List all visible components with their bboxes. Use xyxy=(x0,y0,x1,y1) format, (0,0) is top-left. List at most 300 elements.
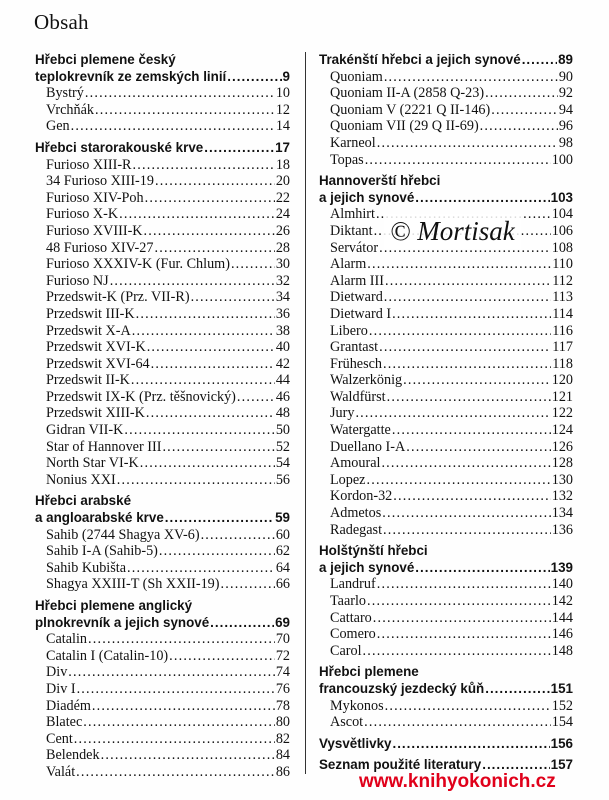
section-heading-text: a angloarabské krve xyxy=(35,510,164,526)
dot-leader xyxy=(377,576,551,593)
toc-entry xyxy=(35,698,290,715)
entry-title: Lopez xyxy=(330,471,366,488)
entry-title: Kordon-32 xyxy=(330,488,393,505)
section-page-number: 69 xyxy=(275,614,290,630)
dot-leader xyxy=(373,610,551,627)
dot-leader xyxy=(367,593,551,610)
toc-entry xyxy=(319,522,573,539)
entry-title: Gen xyxy=(46,118,70,135)
toc-entry xyxy=(319,439,573,456)
dot-leader xyxy=(384,289,551,306)
entry-page-number: 62 xyxy=(275,543,290,560)
toc-right-column xyxy=(319,52,573,774)
dot-leader xyxy=(385,273,551,290)
section-heading-text: a jejich synové xyxy=(319,559,415,575)
toc-entry xyxy=(35,339,290,356)
dot-leader xyxy=(383,522,551,539)
entry-page-number: 44 xyxy=(275,372,290,389)
toc-entry xyxy=(319,372,573,389)
dot-leader xyxy=(146,405,275,422)
dot-leader xyxy=(117,472,275,489)
toc-entry xyxy=(35,389,290,406)
entry-title: Frühesch xyxy=(330,355,383,372)
dot-leader xyxy=(110,273,275,290)
toc-entry xyxy=(35,273,290,290)
dot-leader xyxy=(169,648,275,665)
section-heading-text: Hannoverští hřebci xyxy=(319,173,441,189)
entry-page-number: 121 xyxy=(551,388,573,405)
entry-page-number: 72 xyxy=(275,647,290,664)
toc-entry xyxy=(35,306,290,323)
entry-page-number: 92 xyxy=(558,85,573,102)
section-heading xyxy=(319,664,573,697)
dot-leader xyxy=(381,455,550,472)
section-page-number: 89 xyxy=(558,52,573,67)
section-heading-line xyxy=(319,173,573,190)
toc-entry xyxy=(35,560,290,577)
section-page-number: 59 xyxy=(275,510,290,526)
toc-entry xyxy=(35,648,290,665)
entry-page-number: 144 xyxy=(551,609,573,626)
section-heading-line xyxy=(319,736,573,753)
toc-entry xyxy=(319,643,573,660)
entry-title: 34 Furioso XIII-19 xyxy=(46,173,154,190)
dot-leader xyxy=(136,306,275,323)
dot-leader xyxy=(204,140,274,157)
toc-entry xyxy=(35,747,290,764)
dot-leader xyxy=(364,714,551,731)
toc-entry xyxy=(319,488,573,505)
entry-page-number: 86 xyxy=(275,763,290,780)
entry-title: Duellano I-A xyxy=(330,438,406,455)
entry-page-number: 96 xyxy=(558,118,573,135)
dot-leader xyxy=(92,698,275,715)
dot-leader xyxy=(366,472,550,489)
entry-title: Comero xyxy=(330,626,376,643)
section-heading-line xyxy=(319,664,573,681)
entry-title: Watergatte xyxy=(330,422,391,439)
toc-entry xyxy=(35,422,290,439)
entry-title: Furioso XXXIV-K (Fur. Chlum) xyxy=(46,256,230,273)
dot-leader xyxy=(162,439,274,456)
dot-leader xyxy=(227,69,281,86)
toc-entry xyxy=(319,306,573,323)
dot-leader xyxy=(392,306,551,323)
toc-entry xyxy=(35,157,290,174)
toc-entry xyxy=(319,455,573,472)
toc-entry xyxy=(319,152,573,169)
toc-entry xyxy=(319,356,573,373)
entry-title: Diktant xyxy=(330,222,373,239)
entry-page-number: 74 xyxy=(275,664,290,681)
entry-title: Blatec xyxy=(46,714,83,731)
entry-title: Furioso XIII-R xyxy=(46,156,132,173)
entry-title: Przedswit-K (Prz. VII-R) xyxy=(46,289,190,306)
toc-entry xyxy=(35,764,290,781)
dot-leader xyxy=(365,152,551,169)
entry-page-number: 28 xyxy=(275,239,290,256)
entry-page-number: 142 xyxy=(551,593,573,609)
entry-page-number: 90 xyxy=(558,68,573,85)
dot-leader xyxy=(393,488,550,505)
entry-page-number: 26 xyxy=(275,222,290,239)
dot-leader xyxy=(165,510,274,527)
section-heading xyxy=(319,736,573,753)
entry-title: Sahib I-A (Sahib-5) xyxy=(46,543,158,560)
entry-page-number: 98 xyxy=(558,134,573,151)
dot-leader xyxy=(480,118,558,135)
entry-title: Jury xyxy=(330,405,355,422)
entry-page-number: 130 xyxy=(551,471,573,488)
entry-page-number: 120 xyxy=(551,372,573,389)
dot-leader xyxy=(415,560,549,577)
entry-page-number: 104 xyxy=(551,206,573,223)
dot-leader xyxy=(383,356,551,373)
entry-page-number: 54 xyxy=(275,455,290,472)
section-heading-line xyxy=(35,52,290,69)
entry-title: Nonius XXI xyxy=(46,471,116,488)
toc-entry xyxy=(35,102,290,119)
entry-title: Libero xyxy=(330,322,368,339)
dot-leader xyxy=(101,747,275,764)
toc-entry xyxy=(35,664,290,681)
entry-title: Radegast xyxy=(330,521,383,538)
dot-leader xyxy=(77,681,275,698)
dot-leader xyxy=(491,102,558,119)
entry-title: Przedswit X-A xyxy=(46,322,131,339)
toc-section xyxy=(319,52,573,168)
toc-entry xyxy=(35,173,290,190)
toc-entry xyxy=(319,389,573,406)
entry-title: Diadém xyxy=(46,697,91,714)
entry-title: North Star VI-K xyxy=(46,455,139,472)
dot-leader xyxy=(88,631,275,648)
section-page-number: 17 xyxy=(275,139,290,155)
dot-leader xyxy=(377,626,551,643)
toc-entry xyxy=(35,576,290,593)
section-heading-text: teplokrevník ze zemských linií xyxy=(35,68,227,84)
dot-leader xyxy=(95,102,275,119)
toc-entry xyxy=(319,610,573,627)
entry-title: Gidran VII-K xyxy=(46,422,124,439)
toc-entry xyxy=(35,223,290,240)
section-page-number: 151 xyxy=(550,680,573,696)
toc-entry xyxy=(35,455,290,472)
entry-page-number: 66 xyxy=(275,576,290,593)
entry-title: Alarm xyxy=(330,256,367,273)
section-heading-line xyxy=(35,140,290,157)
entry-page-number: 42 xyxy=(275,355,290,372)
toc-entry xyxy=(319,339,573,356)
toc-entry xyxy=(35,714,290,731)
entry-title: Walzerkönig xyxy=(330,372,403,389)
section-heading-line xyxy=(35,69,290,86)
entry-title: Amoural xyxy=(330,455,381,472)
section-heading-line xyxy=(319,681,573,698)
entry-page-number: 148 xyxy=(551,642,573,659)
dot-leader xyxy=(485,85,558,102)
toc-entry xyxy=(35,85,290,102)
toc-entry xyxy=(319,698,573,715)
entry-title: Dietward xyxy=(330,289,383,306)
entry-title: Star of Hannover III xyxy=(46,438,162,455)
entry-page-number: 10 xyxy=(275,85,290,102)
entry-title: Sahib Kubišta xyxy=(46,559,126,576)
entry-title: Belendek xyxy=(46,747,100,764)
toc-entry xyxy=(319,69,573,86)
entry-title: 48 Furioso XIV-27 xyxy=(46,239,154,256)
dot-leader xyxy=(384,69,558,86)
entry-title: Furioso XVIII-K xyxy=(46,222,143,239)
toc-entry xyxy=(35,631,290,648)
toc-entry xyxy=(319,593,573,610)
entry-page-number: 108 xyxy=(551,239,573,256)
toc-entry xyxy=(319,102,573,119)
entry-page-number: 126 xyxy=(551,438,573,455)
toc-entry xyxy=(35,439,290,456)
entry-title: Div xyxy=(46,664,68,681)
toc-entry xyxy=(35,323,290,340)
section-heading-text: Hřebci plemene xyxy=(319,664,419,680)
dot-leader xyxy=(154,240,274,257)
toc-entry xyxy=(35,543,290,560)
entry-page-number: 22 xyxy=(275,189,290,206)
dot-leader xyxy=(155,173,275,190)
entry-page-number: 48 xyxy=(275,405,290,422)
toc-entry xyxy=(319,85,573,102)
entry-title: Grantast xyxy=(330,339,379,356)
entry-title: Furioso X-K xyxy=(46,206,119,223)
section-page-number: 157 xyxy=(550,757,573,773)
section-heading-line xyxy=(319,190,573,207)
column-divider xyxy=(305,52,306,774)
entry-title: Furioso NJ xyxy=(46,272,109,289)
entry-title: Przedswit IX-K (Prz. těšnovický) xyxy=(46,388,236,405)
dot-leader xyxy=(210,615,274,632)
toc-entry xyxy=(35,240,290,257)
toc-entry xyxy=(319,505,573,522)
dot-leader xyxy=(159,543,275,560)
entry-title: Przedswit XVI-64 xyxy=(46,355,150,372)
entry-page-number: 84 xyxy=(275,747,290,764)
entry-page-number: 132 xyxy=(551,488,573,505)
entry-title: Cattaro xyxy=(330,609,372,626)
section-heading-text: Hřebci starorakouské krve xyxy=(35,139,204,155)
entry-page-number: 50 xyxy=(275,422,290,439)
page-title: Obsah xyxy=(34,10,89,34)
section-heading xyxy=(319,52,573,69)
section-heading-line xyxy=(35,510,290,527)
entry-page-number: 154 xyxy=(551,714,573,731)
entry-title: Alarm III xyxy=(330,272,384,289)
section-heading-line xyxy=(35,615,290,632)
section-heading xyxy=(35,598,290,631)
entry-page-number: 70 xyxy=(275,631,290,648)
toc-entry xyxy=(319,273,573,290)
toc-entry xyxy=(35,527,290,544)
dot-leader xyxy=(385,698,551,715)
entry-page-number: 122 xyxy=(551,405,573,422)
entry-page-number: 106 xyxy=(551,222,573,239)
dot-leader xyxy=(221,576,275,593)
section-heading-text: a jejich synové xyxy=(319,189,415,205)
toc-entry xyxy=(319,405,573,422)
entry-page-number: 14 xyxy=(275,118,290,135)
section-page-number: 156 xyxy=(550,735,573,751)
dot-leader xyxy=(403,372,551,389)
site-url: www.knihyokonich.cz xyxy=(359,771,556,792)
entry-title: Catalin xyxy=(46,631,87,648)
entry-title: Furioso XIV-Poh xyxy=(46,189,144,206)
toc-entry xyxy=(319,626,573,643)
entry-title: Carol xyxy=(330,642,362,659)
entry-page-number: 128 xyxy=(551,455,573,472)
entry-title: Przedswit XIII-K xyxy=(46,405,145,422)
toc-entry xyxy=(319,422,573,439)
dot-leader xyxy=(355,405,550,422)
toc-section xyxy=(35,598,290,781)
toc-section xyxy=(35,140,290,488)
entry-title: Almhirt xyxy=(330,206,375,223)
entry-title: Ascot xyxy=(330,714,364,731)
dot-leader xyxy=(68,664,275,681)
dot-leader xyxy=(522,52,557,69)
watermark: © Mortisak xyxy=(384,214,521,249)
entry-page-number: 82 xyxy=(275,730,290,747)
section-heading-line xyxy=(319,543,573,560)
entry-title: Landruf xyxy=(330,576,376,593)
toc-entry xyxy=(35,372,290,389)
entry-page-number: 118 xyxy=(552,355,573,372)
dot-leader xyxy=(415,190,549,207)
entry-title: Admetos xyxy=(330,505,382,522)
section-heading xyxy=(35,140,290,157)
section-page-number: 139 xyxy=(550,559,573,575)
entry-title: Shagya XXIII-T (Sh XXII-19) xyxy=(46,576,220,593)
entry-page-number: 76 xyxy=(275,680,290,697)
entry-page-number: 112 xyxy=(552,272,573,289)
entry-title: Sahib (2744 Shagya XV-6) xyxy=(46,526,200,543)
section-heading-line xyxy=(35,493,290,510)
section-heading-text: Seznam použité literatury xyxy=(319,757,482,773)
entry-page-number: 113 xyxy=(552,289,573,306)
entry-page-number: 117 xyxy=(552,339,573,356)
section-heading-line xyxy=(35,598,290,615)
toc-section xyxy=(319,543,573,659)
section-heading-text: francouzský jezdecký kůň xyxy=(319,680,485,696)
entry-page-number: 24 xyxy=(275,206,290,223)
dot-leader xyxy=(191,289,275,306)
entry-page-number: 56 xyxy=(275,471,290,488)
entry-title: Mykonos xyxy=(330,697,384,714)
entry-title: Karneol xyxy=(330,134,376,151)
entry-page-number: 140 xyxy=(551,576,573,593)
toc-entry xyxy=(319,118,573,135)
dot-leader xyxy=(231,256,275,273)
entry-title: Quoniam xyxy=(330,68,383,85)
entry-page-number: 30 xyxy=(275,256,290,273)
dot-leader xyxy=(392,422,551,439)
entry-page-number: 40 xyxy=(275,339,290,356)
dot-leader xyxy=(147,339,275,356)
entry-page-number: 110 xyxy=(552,256,573,273)
dot-leader xyxy=(237,389,275,406)
dot-leader xyxy=(132,323,275,340)
entry-page-number: 36 xyxy=(275,305,290,322)
section-heading xyxy=(35,493,290,526)
entry-page-number: 20 xyxy=(275,173,290,190)
entry-title: Quoniam V (2221 Q II-146) xyxy=(330,101,491,118)
dot-leader xyxy=(124,422,274,439)
section-heading xyxy=(35,52,290,85)
toc-entry xyxy=(35,731,290,748)
entry-title: Quoniam VII (29 Q II-69) xyxy=(330,118,479,135)
section-heading xyxy=(319,173,573,206)
dot-leader xyxy=(144,223,275,240)
entry-title: Topas xyxy=(330,151,364,168)
dot-leader xyxy=(387,389,551,406)
toc-entry xyxy=(35,206,290,223)
dot-leader xyxy=(406,439,550,456)
entry-title: Servátor xyxy=(330,239,379,256)
toc-entry xyxy=(319,472,573,489)
dot-leader xyxy=(201,527,275,544)
entry-title: Vrchňák xyxy=(46,101,94,118)
dot-leader xyxy=(377,135,558,152)
dot-leader xyxy=(127,560,275,577)
toc-entry xyxy=(319,256,573,273)
toc-entry xyxy=(35,356,290,373)
dot-leader xyxy=(392,736,549,753)
section-heading-text: Hřebci plemene anglický xyxy=(35,598,193,613)
entry-page-number: 52 xyxy=(275,438,290,455)
toc-entry xyxy=(319,135,573,152)
entry-page-number: 94 xyxy=(558,101,573,118)
dot-leader xyxy=(140,455,275,472)
dot-leader xyxy=(74,731,275,748)
entry-page-number: 124 xyxy=(551,422,573,439)
entry-page-number: 60 xyxy=(275,526,290,543)
entry-page-number: 46 xyxy=(275,388,290,405)
entry-page-number: 152 xyxy=(551,697,573,714)
toc-entry xyxy=(35,256,290,273)
entry-title: Quoniam II-A (2858 Q-23) xyxy=(330,85,485,102)
entry-title: Przedswit III-K xyxy=(46,305,135,322)
entry-title: Valát xyxy=(46,763,76,780)
entry-title: Przedswit XVI-K xyxy=(46,339,146,356)
entry-title: Cent xyxy=(46,730,73,747)
toc-entry xyxy=(35,118,290,135)
toc-entry xyxy=(35,405,290,422)
toc-entry xyxy=(35,472,290,489)
entry-page-number: 78 xyxy=(275,697,290,714)
section-heading-line xyxy=(319,52,573,69)
dot-leader xyxy=(76,764,275,781)
section-heading-text: Holštýnští hřebci xyxy=(319,543,428,559)
toc-entry xyxy=(319,576,573,593)
toc-section xyxy=(35,52,290,135)
dot-leader xyxy=(367,256,551,273)
entry-page-number: 100 xyxy=(551,151,573,168)
entry-page-number: 80 xyxy=(275,714,290,731)
dot-leader xyxy=(485,681,549,698)
section-heading xyxy=(319,543,573,576)
dot-leader xyxy=(83,714,275,731)
toc-entry xyxy=(319,714,573,731)
dot-leader xyxy=(71,118,275,135)
toc-entry xyxy=(35,289,290,306)
entry-title: Dietward I xyxy=(330,305,392,322)
